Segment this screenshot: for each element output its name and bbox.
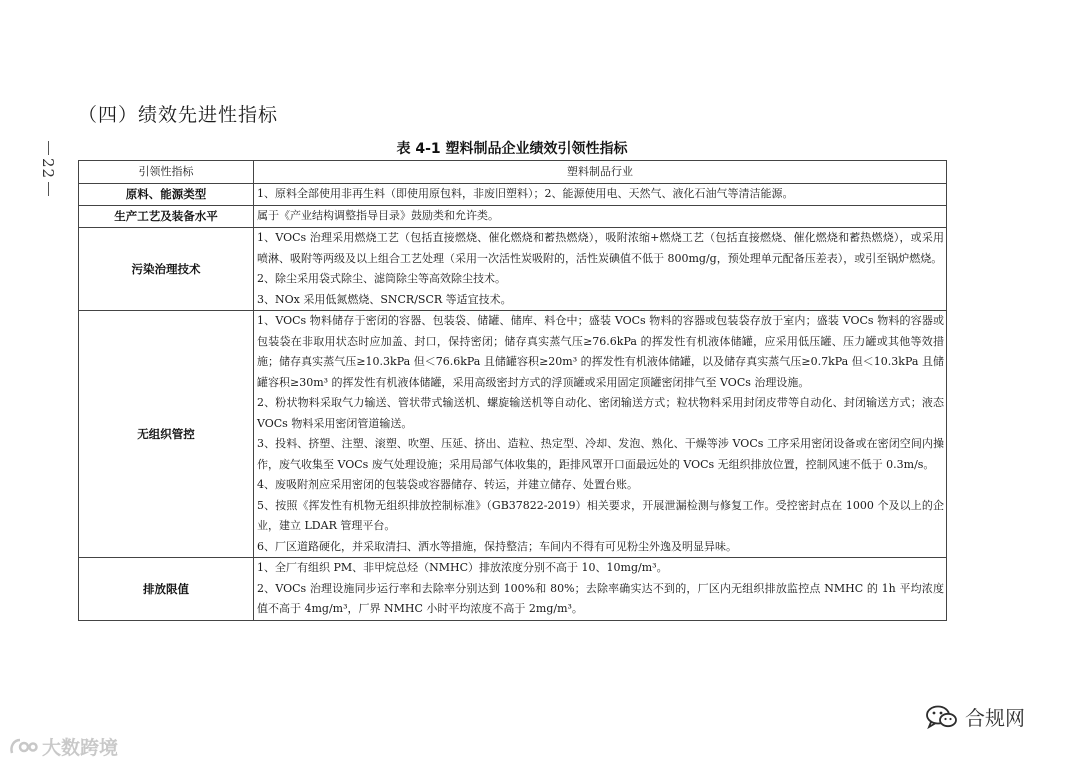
watermark-right-text: 合规网 xyxy=(965,706,1025,730)
header-indicator: 引领性指标 xyxy=(79,161,254,184)
table-row-fugitive-control xyxy=(79,311,947,558)
content-line: 3、投料、挤塑、注塑、滚塑、吹塑、压延、挤出、造粒、热定型、冷却、发泡、熟化、干燥等涉 VOCs 工序采用密闭设备或在密闭空间内操作，废气收集至 VOCs 废气处理设施；采用局部气体收集的，距排风罩开口面最远处的 VOCs 无组织排放位置，控制风速不低于 0.3m/s。 xyxy=(257,437,944,471)
performance-indicator-table xyxy=(78,160,947,621)
content-line: 5、按照《挥发性有机物无组织排放控制标准》（GB37822-2019）相关要求，开展泄漏检测与修复工作。受控密封点在 1000 个及以上的企业，建立 LDAR 管理平台。 xyxy=(257,498,944,532)
watermark-right xyxy=(925,702,1025,731)
wechat-icon xyxy=(925,704,959,730)
content-line: 1、VOCs 物料储存于密闭的容器、包装袋、储罐、储库、料仓中；盛装 VOCs 物料的容器或包装袋存放于室内；盛装 VOCs 物料的容器或包装袋在非取用状态时应加盖、封口，保持密闭；储存真实蒸气压≥76.6kPa 的挥发性有机液体储罐，应采用低压罐、压力罐或其他等效措施；储存真实蒸气压≥10.3kPa 但＜76.6kPa 且储罐容积≥20m³ 的挥发性有机液体储罐，以及储存真实蒸气压≥0.7kPa 但＜10.3kPa 且储罐容积≥30m³ 的挥发性有机液体储罐，采用高级密封方式的浮顶罐或采用固定顶罐密闭排气至 VOCs 治理设施。 xyxy=(257,314,944,389)
content-line: 1、VOCs 治理采用燃烧工艺（包括直接燃烧、催化燃烧和蓄热燃烧），吸附浓缩+燃烧工艺（包括直接燃烧、催化燃烧和蓄热燃烧），或采用喷淋、吸附等两级及以上组合工艺处理（采用一次活性炭吸附的，活性炭碘值不低于 800mg/g，预处理单元配备压差表），或引至锅炉燃烧。 xyxy=(257,231,944,265)
page-number xyxy=(28,138,68,199)
content-line: 3、NOx 采用低氮燃烧、SNCR/SCR 等适宜技术。 xyxy=(257,292,512,306)
row-content xyxy=(254,184,947,206)
content-line: 2、粉状物料采取气力输送、管状带式输送机、螺旋输送机等自动化、密闭输送方式；粒状物料采用封闭皮带等自动化、封闭输送方式；液态 VOCs 物料采用密闭管道输送。 xyxy=(257,396,944,430)
brand-logo-icon xyxy=(8,736,38,758)
row-label: 生产工艺及装备水平 xyxy=(79,206,254,228)
section-title: （四）绩效先进性指标 xyxy=(78,104,279,126)
content-line: 1、原料全部使用非再生料（即使用原包料，非废旧塑料）；2、能源使用电、天然气、液化石油气等清洁能源。 xyxy=(257,187,794,201)
content-line: 4、废吸附剂应采用密闭的包装袋或容器储存、转运，并建立储存、处置台账。 xyxy=(257,478,638,491)
watermark-left xyxy=(8,733,118,760)
row-label: 排放限值 xyxy=(79,558,254,621)
content-line: 1、全厂有组织 PM、非甲烷总烃（NMHC）排放浓度分别不高于 10、10mg/m³。 xyxy=(257,561,668,574)
row-content xyxy=(254,206,947,228)
row-label: 污染治理技术 xyxy=(79,228,254,311)
table-header-row xyxy=(79,161,947,184)
page-number-text: 22 xyxy=(39,158,57,180)
row-content xyxy=(254,558,947,621)
content-line: 属于《产业结构调整指导目录》鼓励类和允许类。 xyxy=(257,209,499,223)
row-label: 无组织管控 xyxy=(79,311,254,558)
table-row-pollution-control xyxy=(79,228,947,311)
header-industry: 塑料制品行业 xyxy=(254,161,947,184)
table-row-raw-material xyxy=(79,184,947,206)
row-label: 原料、能源类型 xyxy=(79,184,254,206)
table-row-emission-limits xyxy=(79,558,947,621)
row-content xyxy=(254,311,947,558)
row-content xyxy=(254,228,947,311)
content-line: 2、除尘采用袋式除尘、滤筒除尘等高效除尘技术。 xyxy=(257,272,506,285)
content-line: 6、厂区道路硬化，并采取清扫、洒水等措施，保持整洁；车间内不得有可见粉尘外逸及明显异味。 xyxy=(257,539,737,553)
page-number-dash-top xyxy=(48,141,49,155)
table-row-process-equipment xyxy=(79,206,947,228)
table-caption: 表 4-1 塑料制品企业绩效引领性指标 xyxy=(396,141,628,157)
page-number-dash-bottom xyxy=(48,182,49,196)
watermark-left-text: 大数跨境 xyxy=(42,737,119,759)
content-line: 2、VOCs 治理设施同步运行率和去除率分别达到 100%和 80%；去除率确实达不到的，厂区内无组织排放监控点 NMHC 的 1h 平均浓度值不高于 4mg/m³，厂界 NMHC 小时平均浓度不高于 2mg/m³。 xyxy=(257,581,944,615)
